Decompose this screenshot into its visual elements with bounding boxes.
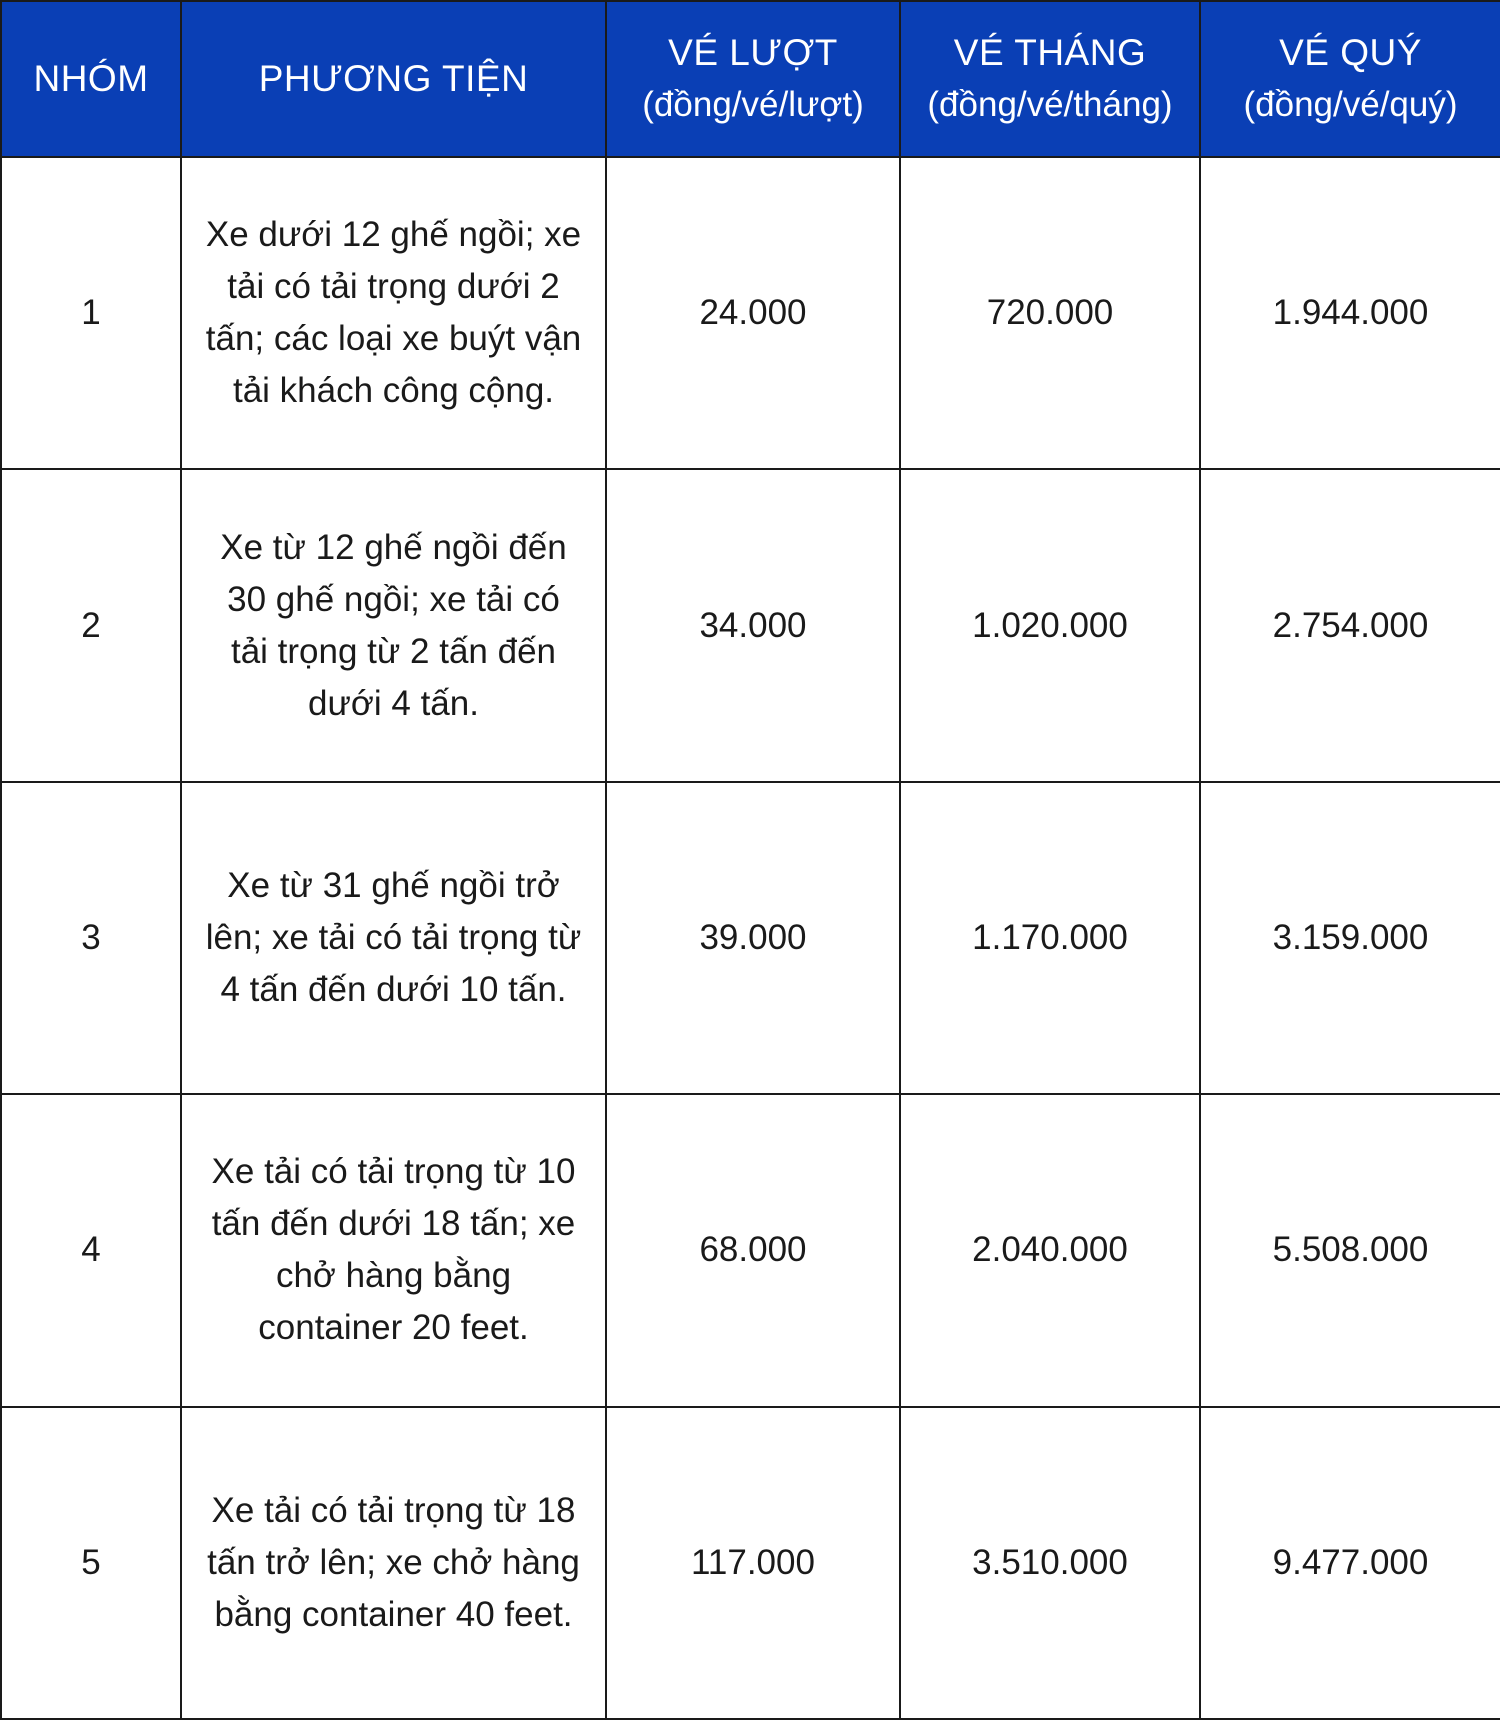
table-row bbox=[1, 157, 1500, 469]
cell-group: 1 bbox=[1, 157, 181, 469]
header-row bbox=[1, 1, 1500, 157]
table-row bbox=[1, 1407, 1500, 1719]
cell-monthly: 2.040.000 bbox=[900, 1094, 1200, 1406]
cell-group: 3 bbox=[1, 782, 181, 1094]
header-vehicle bbox=[181, 1, 606, 157]
cell-monthly: 720.000 bbox=[900, 157, 1200, 469]
header-per-trip bbox=[606, 1, 900, 157]
cell-per-trip: 117.000 bbox=[606, 1407, 900, 1719]
header-per-trip-title: VÉ LƯỢT bbox=[668, 32, 838, 73]
cell-vehicle: Xe dưới 12 ghế ngồi; xe tải có tải trọng dưới 2 tấn; các loại xe buýt vận tải khách công cộng. bbox=[181, 157, 606, 469]
header-quarterly bbox=[1200, 1, 1500, 157]
header-per-trip-unit: (đồng/vé/lượt) bbox=[642, 85, 864, 124]
table-body bbox=[1, 157, 1500, 1719]
cell-per-trip: 68.000 bbox=[606, 1094, 900, 1406]
header-quarterly-unit: (đồng/vé/quý) bbox=[1243, 85, 1458, 124]
cell-quarterly: 5.508.000 bbox=[1200, 1094, 1500, 1406]
table-row bbox=[1, 469, 1500, 781]
cell-vehicle: Xe từ 12 ghế ngồi đến 30 ghế ngồi; xe tải có tải trọng từ 2 tấn đến dưới 4 tấn. bbox=[181, 469, 606, 781]
table-row bbox=[1, 782, 1500, 1094]
cell-per-trip: 24.000 bbox=[606, 157, 900, 469]
cell-vehicle: Xe từ 31 ghế ngồi trở lên; xe tải có tải trọng từ 4 tấn đến dưới 10 tấn. bbox=[181, 782, 606, 1094]
header-monthly-title: VÉ THÁNG bbox=[953, 32, 1147, 73]
table-header bbox=[1, 1, 1500, 157]
cell-group: 2 bbox=[1, 469, 181, 781]
cell-group: 4 bbox=[1, 1094, 181, 1406]
header-group bbox=[1, 1, 181, 157]
cell-monthly: 1.020.000 bbox=[900, 469, 1200, 781]
header-group-title: NHÓM bbox=[33, 58, 149, 99]
header-quarterly-title: VÉ QUÝ bbox=[1279, 32, 1422, 73]
header-monthly-unit: (đồng/vé/tháng) bbox=[927, 85, 1173, 124]
cell-monthly: 1.170.000 bbox=[900, 782, 1200, 1094]
cell-vehicle: Xe tải có tải trọng từ 18 tấn trở lên; xe chở hàng bằng container 40 feet. bbox=[181, 1407, 606, 1719]
header-vehicle-title: PHƯƠNG TIỆN bbox=[258, 58, 529, 99]
cell-quarterly: 3.159.000 bbox=[1200, 782, 1500, 1094]
cell-quarterly: 2.754.000 bbox=[1200, 469, 1500, 781]
cell-per-trip: 39.000 bbox=[606, 782, 900, 1094]
cell-monthly: 3.510.000 bbox=[900, 1407, 1200, 1719]
header-monthly bbox=[900, 1, 1200, 157]
table-row bbox=[1, 1094, 1500, 1406]
cell-quarterly: 9.477.000 bbox=[1200, 1407, 1500, 1719]
cell-per-trip: 34.000 bbox=[606, 469, 900, 781]
cell-quarterly: 1.944.000 bbox=[1200, 157, 1500, 469]
cell-vehicle: Xe tải có tải trọng từ 10 tấn đến dưới 18 tấn; xe chở hàng bằng container 20 feet. bbox=[181, 1094, 606, 1406]
cell-group: 5 bbox=[1, 1407, 181, 1719]
